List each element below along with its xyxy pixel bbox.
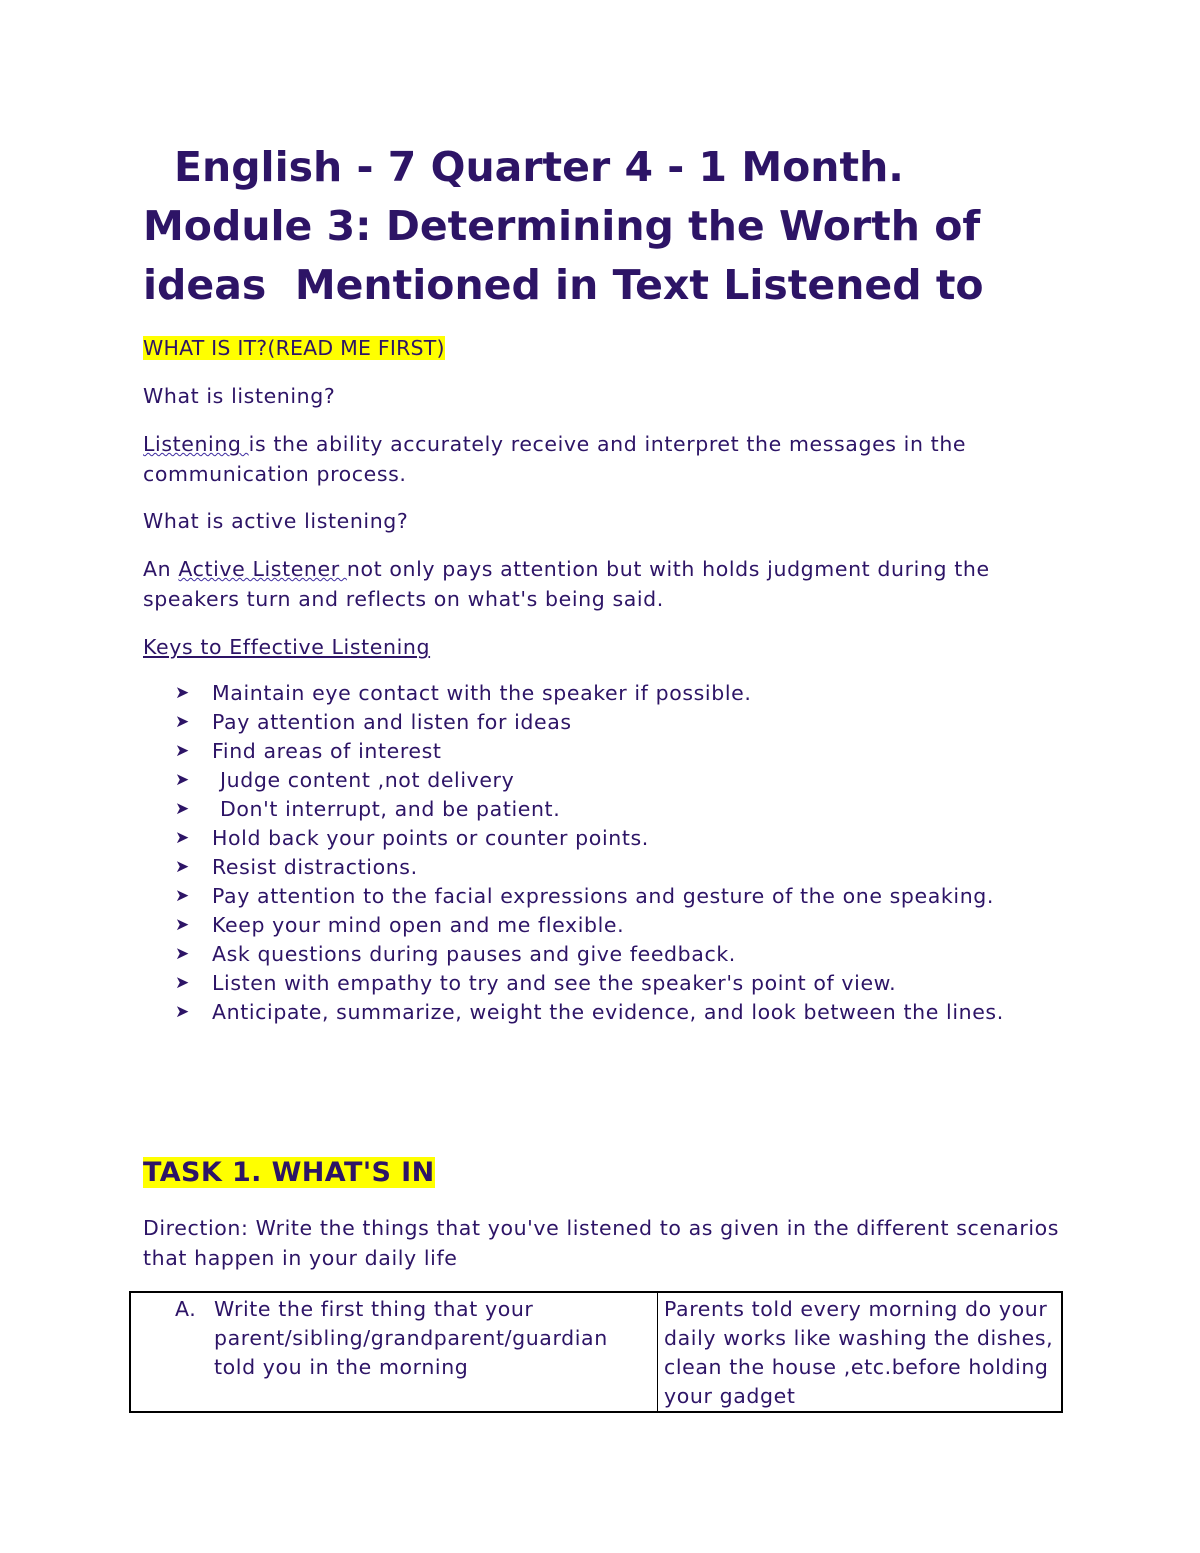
list-item: ➤ Listen with empathy to try and see the speaker's point of view. [175,969,1065,998]
list-item: ➤ Find areas of interest [175,737,1065,766]
arrowhead-bullet-icon: ➤ [175,770,190,790]
list-item: ➤ Ask questions during pauses and give feedback. [175,940,1065,969]
title-line-1: English - 7 Quarter 4 - 1 Month. [174,143,904,191]
list-item: ➤ Maintain eye contact with the speaker if possible. [175,679,1065,708]
keys-list [175,679,1065,1027]
arrowhead-bullet-icon: ➤ [175,857,190,877]
title-line-2: Module 3: Determining the Worth of [143,202,981,250]
list-item: ➤ Hold back your points or counter points. [175,824,1065,853]
document-title [143,138,1143,315]
list-item: ➤ Pay attention to the facial expressions and gesture of the one speaking. [175,882,1065,911]
list-item: ➤ Keep your mind open and me flexible. [175,911,1065,940]
definition-active-text: not only pays attention but with holds judgment during the speakers turn and reflects on what's being said. [143,557,990,611]
arrowhead-bullet-icon: ➤ [175,712,190,732]
list-item: ➤ Pay attention and listen for ideas [175,708,1065,737]
list-item: ➤ Don't interrupt, and be patient. [175,795,1065,824]
arrowhead-bullet-icon: ➤ [175,828,190,848]
arrowhead-bullet-icon: ➤ [175,944,190,964]
question-listening: What is listening? [143,384,336,408]
definition-listening [143,429,1073,489]
keys-heading [143,632,1073,662]
arrowhead-bullet-icon: ➤ [175,799,190,819]
arrowhead-bullet-icon: ➤ [175,1002,190,1022]
row-label: A. [175,1297,197,1321]
section-heading [143,333,1073,363]
task-heading [143,1155,435,1191]
arrowhead-bullet-icon: ➤ [175,886,190,906]
definition-active-listener [143,554,1073,614]
arrowhead-bullet-icon: ➤ [175,973,190,993]
title-line-3: ideas Mentioned in Text Listened to [143,261,984,309]
task-heading-text: TASK 1. WHAT'S IN [143,1157,435,1188]
arrowhead-bullet-icon: ➤ [175,683,190,703]
task-table [129,1291,1063,1413]
table-row [130,1292,1062,1412]
table-cell-prompt [130,1292,658,1412]
table-cell-answer: Parents told every morning do your daily works like washing the dishes, clean the house ,etc.before holding your gadget [658,1292,1063,1412]
arrowhead-bullet-icon: ➤ [175,741,190,761]
definition-prefix: An [143,557,179,581]
task-direction: Direction: Write the things that you've listened to as given in the different scenarios that happen in your daily life [143,1216,1060,1270]
list-item: ➤ Judge content ,not delivery [175,766,1065,795]
arrowhead-bullet-icon: ➤ [175,915,190,935]
question-active-listening: What is active listening? [143,509,409,533]
term-listening: Listening [143,432,249,456]
term-active-listener: Active Listener [178,557,347,581]
keys-heading-text: Keys to Effective Listening [143,635,431,659]
row-prompt: Write the first thing that your parent/sibling/grandparent/guardian told you in the morning [214,1297,608,1379]
list-item: ➤ Anticipate, summarize, weight the evidence, and look between the lines. [175,998,1065,1027]
definition-listening-text: is the ability accurately receive and interpret the messages in the communication process. [143,432,967,486]
section-heading-text: WHAT IS IT?(READ ME FIRST) [143,336,445,360]
list-item: ➤ Resist distractions. [175,853,1065,882]
